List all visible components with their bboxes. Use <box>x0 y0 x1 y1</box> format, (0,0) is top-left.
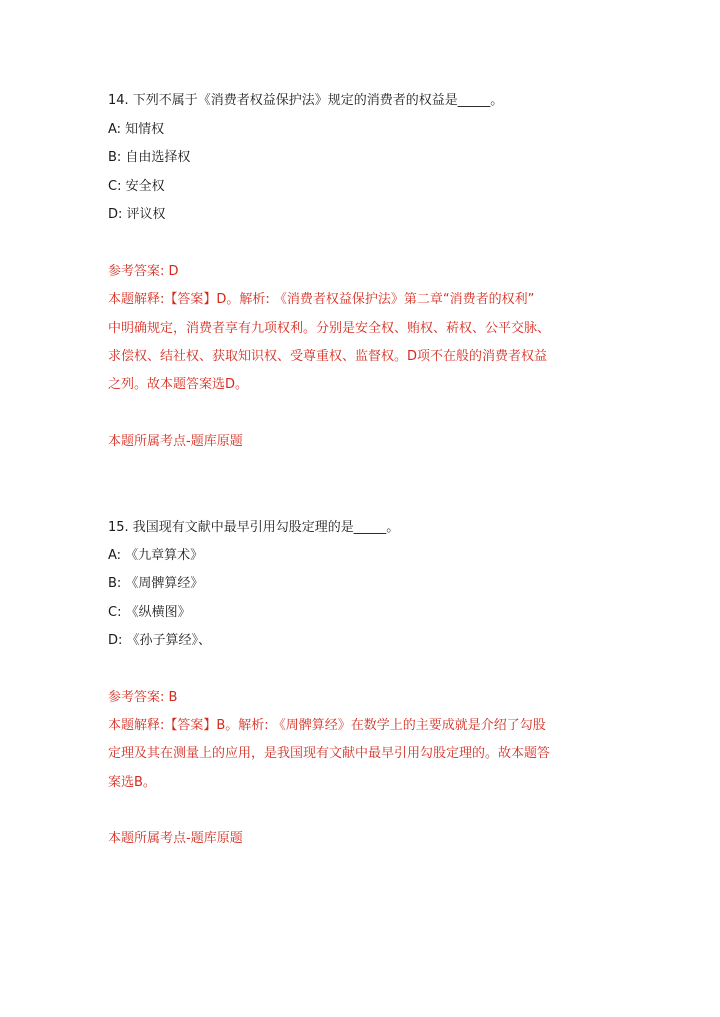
question-14-option-a: A: 知情权 <box>108 122 165 137</box>
question-14-category: 本题所属考点-题库原题 <box>108 434 243 449</box>
question-14-option-d: D: 评议权 <box>108 207 166 222</box>
question-14-explanation-line-2: 中明确规定，消费者享有九项权利。分别是安全权、贿权、菥权、公平交脉、 <box>108 321 551 336</box>
question-14-answer: 参考答案: D <box>108 264 179 279</box>
question-15-option-c: C: 《纵横图》 <box>108 605 191 620</box>
question-15-explanation-line-1: 本题解释:【答案】B。解析: 《周髀算经》在数学上的主要成就是介绍了勾股 <box>108 718 546 733</box>
question-14-explanation-line-1: 本题解释:【答案】D。解析: 《消费者权益保护法》第二章“消费者的权利” <box>108 292 535 307</box>
question-15-option-d: D: 《孙子算经》、 <box>108 633 212 648</box>
question-14-explanation-line-3: 求偿权、结社权、获取知识权、受尊重权、监督权。D项不在般的消费者权益 <box>108 349 548 364</box>
question-14-explanation-line-4: 之列。故本题答案选D。 <box>108 377 249 392</box>
question-14-option-c: C: 安全权 <box>108 179 165 194</box>
question-15-option-b: B: 《周髀算经》 <box>108 576 204 591</box>
question-15-option-a: A: 《九章算术》 <box>108 548 204 563</box>
question-14-text: 14. 下列不属于《消费者权益保护法》规定的消费者的权益是_____。 <box>108 93 504 108</box>
question-15-explanation-line-2: 定理及其在测量上的应用，是我国现有文献中最早引用勾股定理的。故本题答 <box>108 746 551 761</box>
question-15-text: 15. 我国现有文献中最早引用勾股定理的是_____。 <box>108 520 400 535</box>
question-15-explanation-line-3: 案选B。 <box>108 775 156 790</box>
question-14-option-b: B: 自由选择权 <box>108 150 191 165</box>
question-15-answer: 参考答案: B <box>108 690 178 705</box>
question-15-category: 本题所属考点-题库原题 <box>108 831 243 846</box>
